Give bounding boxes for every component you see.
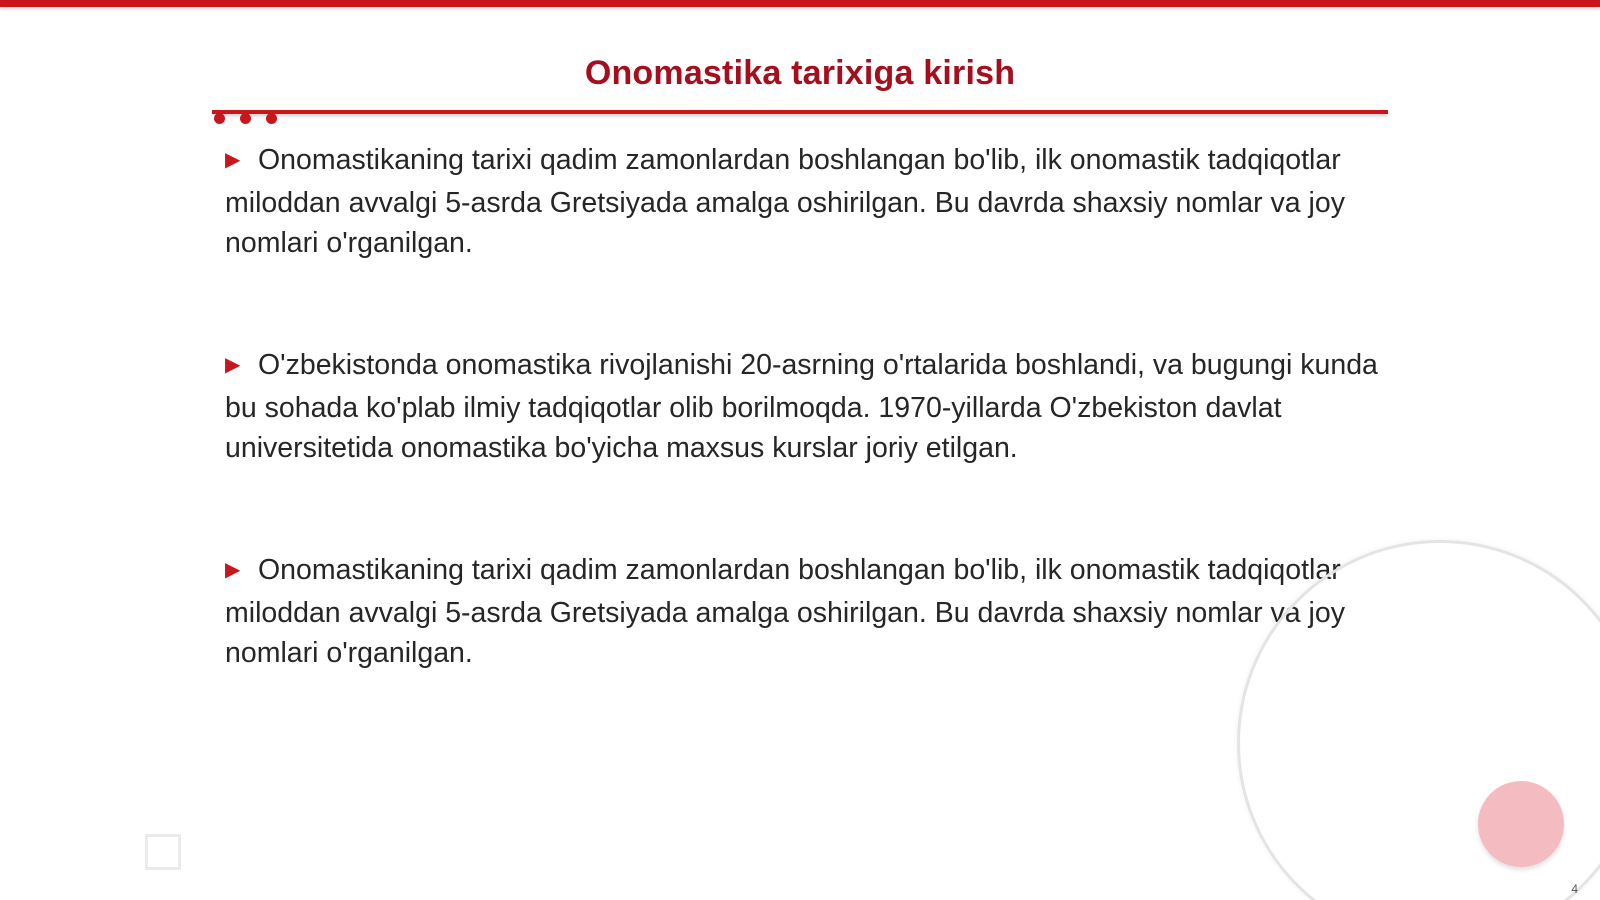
decorative-pink-circle [1478,781,1564,867]
bullet-paragraph [225,550,1385,673]
bullet-text: O'zbekistonda onomastika rivojlanishi 20-asrning o'rtalarida boshlandi, va bugungi kunda bu sohada ko'plab ilmiy tadqiqotlar olib borilmoqda. 1970-yillarda O'zbekiston davlat universitetida onomastika bo'yicha maxsus kurslar joriy etilgan. [225,349,1378,464]
divider-dot [214,113,225,124]
bullet-paragraph [225,140,1385,263]
slide-title: Onomastika tarixiga kirish [584,54,1016,92]
triangle-bullet-icon: ▶ [225,559,241,581]
bullet-text: Onomastikaning tarixi qadim zamonlardan boshlangan bo'lib, ilk onomastik tadqiqotlar miloddan avvalgi 5-asrda Gretsiyada amalga oshirilgan. Bu davrda shaxsiy nomlar va joy nomlari o'rganilgan. [225,144,1345,259]
bullet-text: Onomastikaning tarixi qadim zamonlardan boshlangan bo'lib, ilk onomastik tadqiqotlar miloddan avvalgi 5-asrda Gretsiyada amalga oshirilgan. Bu davrda shaxsiy nomlar va joy nomlari o'rganilgan. [225,554,1345,669]
triangle-bullet-icon: ▶ [225,149,241,171]
divider-dot [240,113,251,124]
top-accent-bar [0,0,1600,7]
title-divider [212,110,1388,114]
bullet-paragraph [225,345,1385,468]
triangle-bullet-icon: ▶ [225,354,241,376]
page-number: 4 [1571,882,1578,896]
decorative-square [145,834,181,870]
bullet-list [225,140,1385,755]
divider-dot [266,113,277,124]
